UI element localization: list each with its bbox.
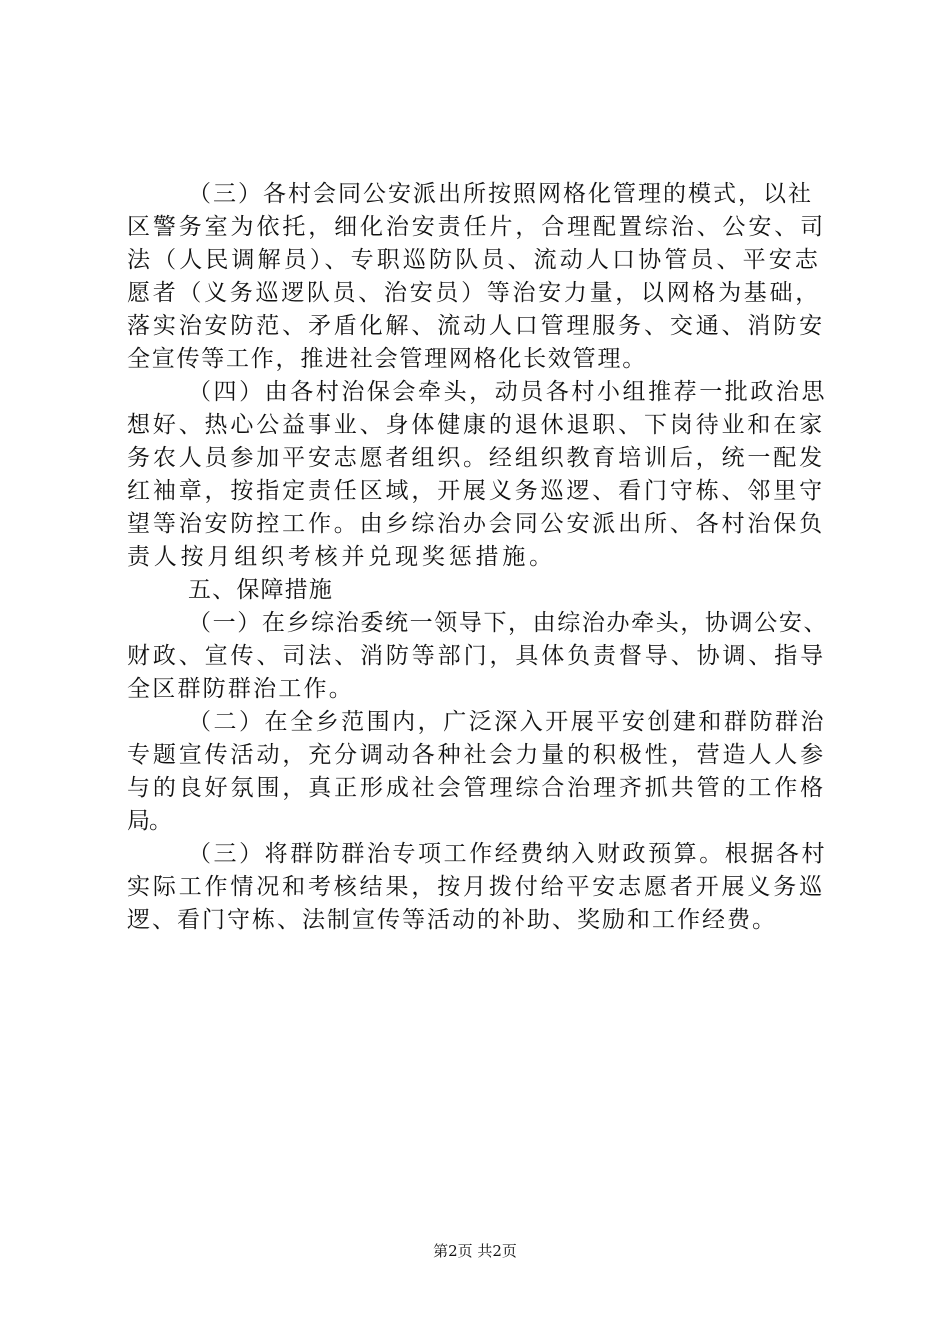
line-text: 望等治安防控工作。由乡综治办会同公安派出所、各村治保负 bbox=[127, 511, 825, 537]
line-text: 全宣传等工作，推进社会管理网格化长效管理。 bbox=[127, 346, 647, 372]
text-line bbox=[0, 409, 950, 441]
line-text: 逻、看门守栋、法制宣传等活动的补助、奖励和工作经费。 bbox=[127, 907, 777, 933]
text-line bbox=[0, 805, 950, 837]
text-line bbox=[0, 673, 950, 705]
line-text: （四）由各村治保会牵头，动员各村小组推荐一批政治思 bbox=[188, 379, 827, 405]
line-text: （一）在乡综治委统一领导下，由综治办牵头，协调公安、 bbox=[188, 610, 829, 636]
line-text: 实际工作情况和考核结果，按月拨付给平安志愿者开展义务巡 bbox=[127, 874, 825, 900]
text-line bbox=[0, 277, 950, 309]
line-text: （三）各村会同公安派出所按照网格化管理的模式，以社 bbox=[188, 181, 813, 207]
text-line bbox=[0, 871, 950, 903]
line-text: 与的良好氛围，真正形成社会管理综合治理齐抓共管的工作格 bbox=[127, 775, 827, 801]
line-text: （三）将群防群治专项工作经费纳入财政预算。根据各村 bbox=[188, 841, 827, 867]
text-line bbox=[0, 508, 950, 540]
section-heading bbox=[0, 574, 950, 606]
text-line bbox=[0, 739, 950, 771]
text-line bbox=[0, 376, 950, 408]
text-line bbox=[0, 211, 950, 243]
text-line bbox=[0, 244, 950, 276]
line-text: 区警务室为依托，细化治安责任片，合理配置综治、公安、司 bbox=[127, 214, 827, 240]
page-number-label: 第2页 共2页 bbox=[433, 1242, 517, 1260]
text-line bbox=[0, 838, 950, 870]
text-line bbox=[0, 442, 950, 474]
line-text: （二）在全乡范围内，广泛深入开展平安创建和群防群治 bbox=[188, 709, 826, 735]
line-text: 想好、热心公益事业、身体健康的退休退职、下岗待业和在家 bbox=[127, 412, 825, 438]
line-text: 局。 bbox=[127, 808, 171, 834]
text-line bbox=[0, 310, 950, 342]
text-line bbox=[0, 178, 950, 210]
line-text: 全区群防群治工作。 bbox=[127, 676, 354, 702]
text-line bbox=[0, 904, 950, 936]
line-text: 法（人民调解员）、专职巡防队员、流动人口协管员、平安志 bbox=[127, 247, 822, 273]
text-line bbox=[0, 343, 950, 375]
text-line bbox=[0, 475, 950, 507]
line-text: 务农人员参加平安志愿者组织。经组织教育培训后，统一配发 bbox=[127, 445, 825, 471]
text-line bbox=[0, 541, 950, 573]
line-text: 红袖章，按指定责任区域，开展义务巡逻、看门守栋、邻里守 bbox=[127, 478, 825, 504]
line-text: 五、保障措施 bbox=[188, 577, 334, 603]
line-text: 财政、宣传、司法、消防等部门，具体负责督导、协调、指导 bbox=[127, 643, 827, 669]
line-text: 专题宣传活动，充分调动各种社会力量的积极性，营造人人参 bbox=[127, 742, 827, 768]
line-text: 落实治安防范、矛盾化解、流动人口管理服务、交通、消防安 bbox=[127, 313, 825, 339]
text-line bbox=[0, 706, 950, 738]
line-text: 愿者（义务巡逻队员、治安员）等治安力量，以网格为基础， bbox=[127, 280, 821, 306]
line-text: 责人按月组织考核并兑现奖惩措施。 bbox=[127, 544, 556, 570]
page-footer bbox=[0, 1240, 950, 1262]
text-line bbox=[0, 607, 950, 639]
text-line bbox=[0, 772, 950, 804]
text-line bbox=[0, 640, 950, 672]
